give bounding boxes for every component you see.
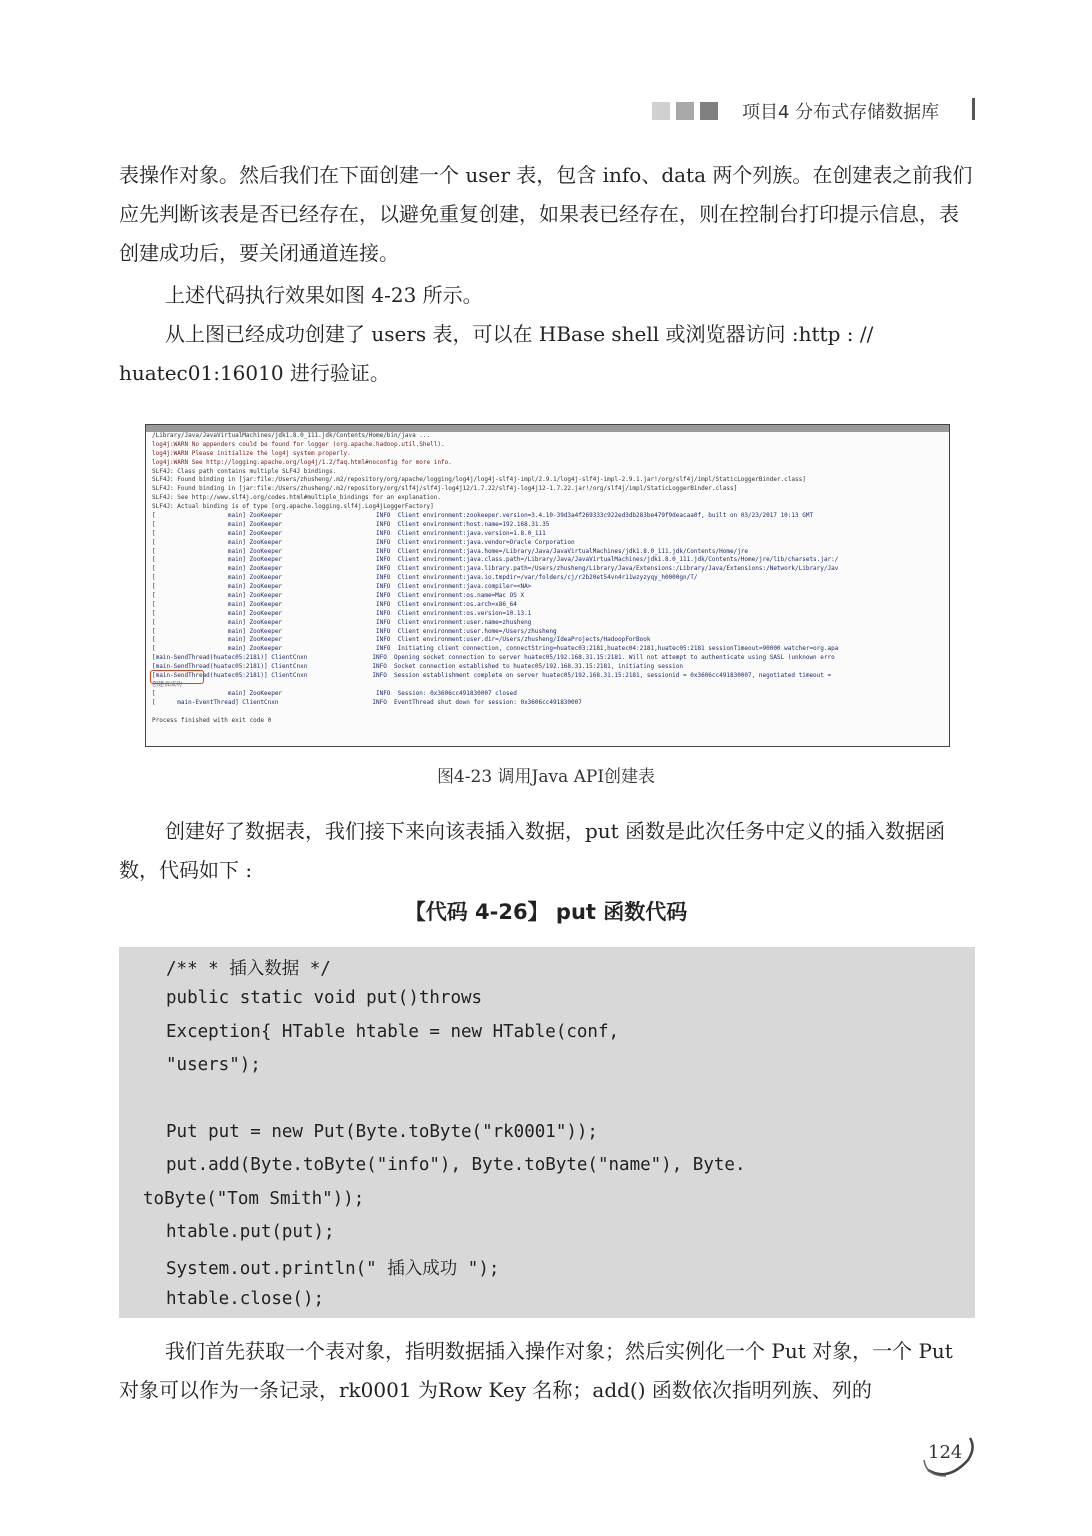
running-header bbox=[652, 98, 939, 124]
console-line: SLF4J: Found binding in [jar:file:/Users/zhusheng/.m2/repository/org/apache/logging/log4j/log4j-slf4j-impl/2.9.1/log4j-slf4j-impl-2.9.1.jar!/org/slf4j/impl/StaticLoggerBinder.class] bbox=[152, 476, 806, 484]
console-line: [ main] ZooKeeper INFO Initiating client connection, connectString=huatec03:2181,huatec04:2181,huatec05:2181 sessionTimeout=90000 watcher=org.apa bbox=[152, 645, 839, 653]
page-number bbox=[918, 1430, 978, 1480]
console-line: [ main] ZooKeeper INFO Client environment:user.name=zhusheng bbox=[152, 618, 532, 626]
console-line: log4j:WARN No appenders could be found for logger (org.apache.hadoop.util.Shell). bbox=[152, 440, 445, 448]
body-paragraph: 创建好了数据表，我们接下来向该表插入数据，put 函数是此次任务中定义的插入数据函数，代码如下 : bbox=[119, 819, 946, 882]
console-line: [ main] ZooKeeper INFO Client environment:host.name=192.168.31.35 bbox=[152, 520, 550, 528]
body-paragraph: 从上图已经成功创建了 users 表，可以在 HBase shell 或浏览器访问 :http : // huatec01:16010 进行验证。 bbox=[119, 322, 874, 385]
header-square bbox=[676, 102, 694, 120]
console-line: log4j:WARN Please initialize the log4j system properly. bbox=[152, 449, 351, 457]
console-line: [main-SendThread(huatec05:2181)] ClientCnxn INFO Socket connection established to huatec05/192.168.31.15:2181, initiating session bbox=[152, 663, 684, 671]
console-output bbox=[146, 425, 949, 725]
code-line: htable.close(); bbox=[166, 1289, 325, 1309]
code-line: "users"); bbox=[166, 1055, 261, 1075]
console-line: SLF4J: Class path contains multiple SLF4J bindings. bbox=[152, 467, 337, 475]
console-line: [ main] ZooKeeper INFO Client environment:user.dir=/Users/zhusheng/IdeaProjects/HadoopForBook bbox=[152, 636, 651, 644]
console-line: /Library/Java/JavaVirtualMachines/jdk1.8.0_111.jdk/Contents/Home/bin/java ... bbox=[152, 432, 431, 439]
console-line: log4j:WARN See http://logging.apache.org/log4j/1.2/faq.html#noconfig for more info. bbox=[152, 458, 452, 466]
console-line: [ main] ZooKeeper INFO Client environment:java.vendor=Oracle Corporation bbox=[152, 538, 575, 546]
console-line: [ main] ZooKeeper INFO Client environment:java.version=1.8.0_111 bbox=[152, 529, 546, 537]
figure-caption: 图4-23 调用Java API创建表 bbox=[436, 767, 656, 787]
console-line: SLF4J: Actual binding is of type [org.apache.logging.slf4j.Log4jLoggerFactory] bbox=[152, 503, 434, 511]
console-line: [ main] ZooKeeper INFO Client environment:java.io.tmpdir=/var/folders/cj/r2b20et54vn4r11wzyzyqy_h0000gn/T/ bbox=[152, 574, 698, 582]
console-line: 创建表成功 bbox=[152, 680, 183, 688]
header-square bbox=[700, 102, 718, 120]
console-title-bar bbox=[146, 425, 949, 432]
header-square bbox=[652, 102, 670, 120]
console-line: [ main] ZooKeeper INFO Client environment:os.version=10.13.1 bbox=[152, 609, 532, 617]
console-line: [ main] ZooKeeper INFO Client environment:os.arch=x86_64 bbox=[152, 600, 517, 608]
code-line: toByte("Tom Smith")); bbox=[143, 1189, 365, 1209]
console-line: [ main] ZooKeeper INFO Client environment:zookeeper.version=3.4.10-39d3a4f269333c922ed3db283be479f9deacaa0f, built on 03/23/2017 10:13 GMT bbox=[152, 512, 814, 520]
console-line: SLF4J: See http://www.slf4j.org/codes.html#multiple_bindings for an explanation. bbox=[152, 494, 441, 502]
body-paragraph: 上述代码执行效果如图 4-23 所示。 bbox=[165, 283, 483, 307]
code-line: Exception{ HTable htable = new HTable(conf, bbox=[166, 1022, 620, 1042]
console-line: [main-SendThread(huatec05:2181)] ClientCnxn INFO Opening socket connection to server huatec05/192.168.31.15:2181. Will not attempt to authenticate using SASL (unknown erro bbox=[152, 654, 835, 662]
console-line bbox=[146, 708, 949, 717]
console-line: [ main] ZooKeeper INFO Session: 0x3606cc491830007 closed bbox=[152, 689, 517, 697]
code-line: /** * 插入数据 */ bbox=[166, 959, 331, 979]
console-line: SLF4J: Found binding in [jar:file:/Users/zhusheng/.m2/repository/org/slf4j/slf4j-log4j12/1.7.22/slf4j-log4j12-1.7.22.jar!/org/slf4j/impl/StaticLoggerBinder.class] bbox=[152, 485, 738, 493]
highlight-box bbox=[150, 670, 204, 684]
console-screenshot bbox=[145, 424, 950, 747]
console-line: [ main] ZooKeeper INFO Client environment:java.compiler=<NA> bbox=[152, 583, 532, 591]
console-line: [ main-EventThread] ClientCnxn INFO EventThread shut down for session: 0x3606cc491830007 bbox=[152, 698, 582, 706]
console-line: Process finished with exit code 0 bbox=[152, 716, 272, 724]
code-line: put.add(Byte.toByte("info"), Byte.toByte("name"), Byte. bbox=[166, 1155, 746, 1175]
code-line: System.out.println(" 插入成功 "); bbox=[166, 1259, 500, 1279]
console-line: [main-SendThread(huatec05:2181)] ClientCnxn INFO Session establishment complete on server huatec05/192.168.31.15:2181, sessionid = 0x3606cc491830007, negotiated timeout = bbox=[152, 672, 832, 680]
code-line: public static void put()throws bbox=[166, 988, 483, 1008]
body-paragraph: 我们首先获取一个表对象，指明数据插入操作对象；然后实例化一个 Put 对象，一个 Put 对象可以作为一条记录，rk0001 为Row Key 名称；add() 函数依次指明列族、列的 bbox=[119, 1339, 953, 1402]
header-title: 项目4 分布式存储数据库 bbox=[742, 102, 940, 123]
console-line: [ main] ZooKeeper INFO Client environment:user.home=/Users/zhusheng bbox=[152, 627, 557, 635]
code-title: 【代码 4-26】 put 函数代码 bbox=[404, 900, 688, 924]
page-number-text: 124 bbox=[928, 1442, 963, 1463]
console-line: [ main] ZooKeeper INFO Client environment:os.name=Mac OS X bbox=[152, 592, 525, 600]
header-divider bbox=[972, 98, 975, 120]
console-line: [ main] ZooKeeper INFO Client environment:java.library.path=/Users/zhusheng/Library/Java/Extensions:/Library/Java/Extensions:/Network/Library/Jav bbox=[152, 565, 839, 573]
code-block bbox=[119, 947, 975, 1318]
console-line: [ main] ZooKeeper INFO Client environment:java.home=/Library/Java/JavaVirtualMachines/jdk1.8.0_111.jdk/Contents/Home/jre bbox=[152, 547, 749, 555]
console-line: [ main] ZooKeeper INFO Client environment:java.class.path=/Library/Java/JavaVirtualMachines/jdk1.8.0_111.jdk/Contents/Home/jre/lib/charsets.jar:/ bbox=[152, 556, 839, 564]
body-paragraph: 表操作对象。然后我们在下面创建一个 user 表，包含 info、data 两个列族。在创建表之前我们应先判断该表是否已经存在，以避免重复创建，如果表已经存在，则在控制台打印提示信息，表创建成功后，要关闭通道连接。 bbox=[119, 163, 973, 265]
code-line: htable.put(put); bbox=[166, 1222, 335, 1242]
code-line: Put put = new Put(Byte.toByte("rk0001")); bbox=[166, 1122, 598, 1142]
